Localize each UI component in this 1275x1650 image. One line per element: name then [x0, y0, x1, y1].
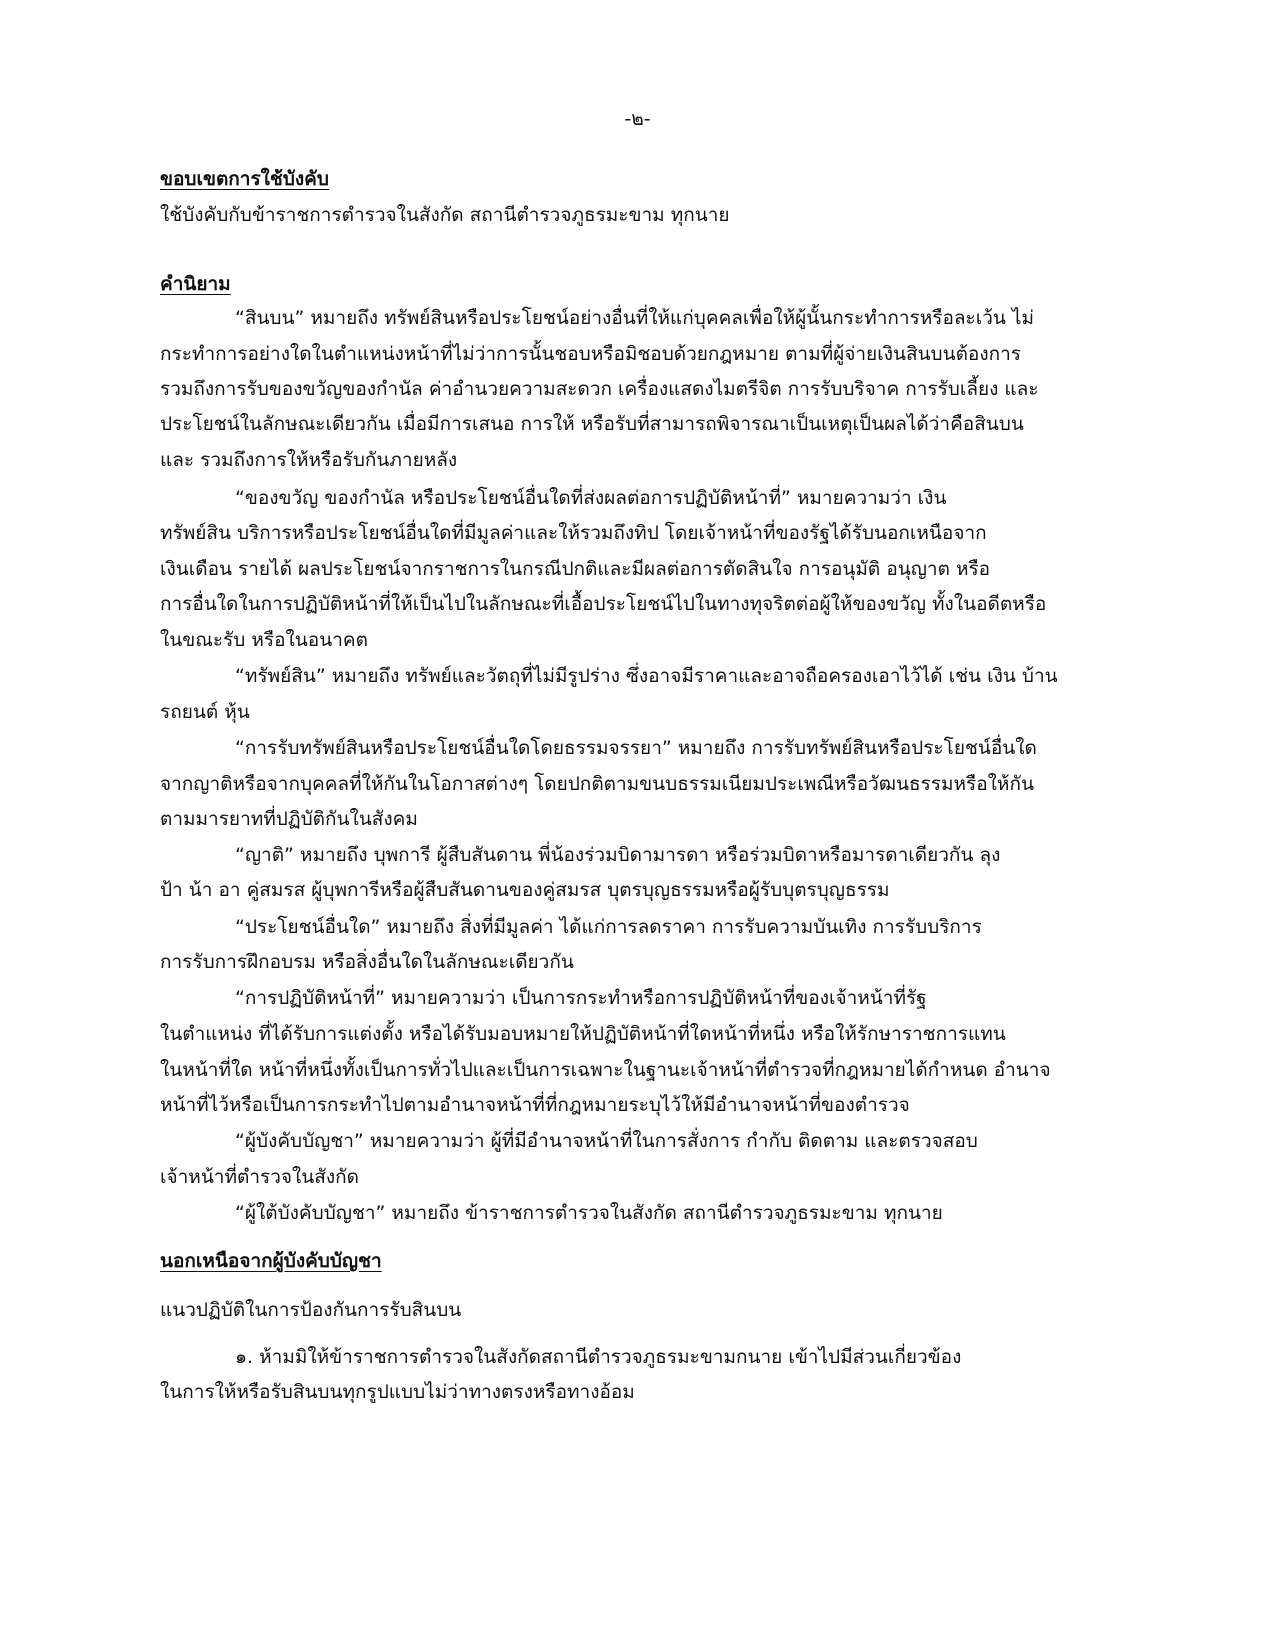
definition-line: ตามมารยาทที่ปฏิบัติกันในสังคม	[160, 808, 418, 830]
definition-line: “การปฏิบัติหน้าที่” หมายความว่า เป็นการกระทำหรือการปฏิบัติหน้าที่ของเจ้าหน้าที่รัฐ	[235, 987, 927, 1009]
definition-line: “ผู้บังคับบัญชา” หมายความว่า ผู้ที่มีอำนาจหน้าที่ในการสั่งการ กำกับ ติดตาม และตรวจสอบ	[235, 1130, 978, 1152]
section3-subheading: แนวปฏิบัติในการป้องกันการรับสินบน	[160, 1299, 462, 1321]
definition-line: “ทรัพย์สิน” หมายถึง ทรัพย์และวัตถุที่ไม่มีรูปร่าง ซึ่งอาจมีราคาและอาจถือครองเอาไว้ได้ เช่น เงิน บ้าน	[235, 665, 1058, 687]
definition-line: รถยนต์ หุ้น	[160, 701, 250, 723]
definition-line: และ รวมถึงการให้หรือรับกันภายหลัง	[160, 449, 458, 471]
definition-line: หน้าที่ไว้หรือเป็นการกระทำไปตามอำนาจหน้าที่ที่กฎหมายระบุไว้ให้มีอำนาจหน้าที่ของตำรวจ	[160, 1094, 910, 1116]
definition-line: การรับการฝึกอบรม หรือสิ่งอื่นใดในลักษณะเดียวกัน	[160, 951, 574, 973]
definition-line: ในหน้าที่ใด หน้าที่หนึ่งทั้งเป็นการทั่วไปและเป็นการเฉพาะในฐานะเจ้าหน้าที่ตำรวจที่กฎหมายได้กำหนด อำนาจ	[160, 1059, 1051, 1081]
definition-line: จากญาติหรือจากบุคคลที่ให้กันในโอกาสต่างๆ โดยปกติตามขนบธรรมเนียมประเพณีหรือวัฒนธรรมหรือให้กัน	[160, 773, 1034, 795]
definitions-heading: คำนิยาม	[160, 273, 231, 295]
definition-line: การอื่นใดในการปฏิบัติหน้าที่ให้เป็นไปในลักษณะที่เอื้อประโยชน์ไปในทางทุจริตต่อผู้ให้ของขวัญ ทั้งในอดีตหรือ	[160, 593, 1047, 615]
definition-line: กระทำการอย่างใดในตำแหน่งหน้าที่ไม่ว่าการนั้นชอบหรือมิชอบด้วยกฎหมาย ตามที่ผู้จ่ายเงินสินบนต้องการ	[160, 343, 1021, 365]
definition-line: เงินเดือน รายได้ ผลประโยชน์จากราชการในกรณีปกติและมีผลต่อการตัดสินใจ การอนุมัติ อนุญาต หรือ	[160, 558, 991, 580]
rule-line: ๑. ห้ามมิให้ข้าราชการตำรวจในสังกัดสถานีตำรวจภูธรมะขามกนาย เข้าไปมีส่วนเกี่ยวข้อง	[235, 1346, 962, 1368]
scope-heading: ขอบเขตการใช้บังคับ	[160, 168, 329, 190]
definition-line: รวมถึงการรับของขวัญของกำนัล ค่าอำนวยความสะดวก เครื่องแสดงไมตรีจิต การรับบริจาค การรับเลี้ยง และ	[160, 378, 1039, 400]
definition-line: “ญาติ” หมายถึง บุพการี ผู้สืบสันดาน พี่น้องร่วมบิดามารดา หรือร่วมบิดาหรือมารดาเดียวกัน ลุง	[235, 844, 1001, 866]
definition-line: “สินบน” หมายถึง ทรัพย์สินหรือประโยชน์อย่างอื่นที่ให้แก่บุคคลเพื่อให้ผู้นั้นกระทำการหรือละเว้น ไม่	[235, 307, 1035, 329]
definition-line: “การรับทรัพย์สินหรือประโยชน์อื่นใดโดยธรรมจรรยา” หมายถึง การรับทรัพย์สินหรือประโยชน์อื่นใด	[235, 737, 1037, 759]
definition-line: “ผู้ใต้บังคับบัญชา” หมายถึง ข้าราชการตำรวจในสังกัด สถานีตำรวจภูธรมะขาม ทุกนาย	[235, 1202, 943, 1224]
definition-line: ในขณะรับ หรือในอนาคต	[160, 629, 368, 651]
section3-heading: นอกเหนือจากผู้บังคับบัญชา	[160, 1250, 382, 1272]
definition-line: ทรัพย์สิน บริการหรือประโยชน์อื่นใดที่มีมูลค่าและให้รวมถึงทิป โดยเจ้าหน้าที่ของรัฐได้รับนอกเหนือจาก	[160, 522, 987, 544]
scope-text: ใช้บังคับกับข้าราชการตำรวจในสังกัด สถานีตำรวจภูธรมะขาม ทุกนาย	[160, 204, 730, 226]
rule-line: ในการให้หรือรับสินบนทุกรูปแบบไม่ว่าทางตรงหรือทางอ้อม	[160, 1381, 635, 1403]
page-number: -๒-	[624, 108, 651, 130]
definition-line: “ของขวัญ ของกำนัล หรือประโยชน์อื่นใดที่ส่งผลต่อการปฏิบัติหน้าที่” หมายความว่า เงิน	[235, 487, 947, 509]
definition-line: ประโยชน์ในลักษณะเดียวกัน เมื่อมีการเสนอ การให้ หรือรับที่สามารถพิจารณาเป็นเหตุเป็นผลได้ว่าคือสินบน	[160, 413, 1024, 435]
definition-line: ในตำแหน่ง ที่ได้รับการแต่งตั้ง หรือได้รับมอบหมายให้ปฏิบัติหน้าที่ใดหน้าที่หนึ่ง หรือให้รักษาราชการแทน	[160, 1023, 1006, 1045]
definition-line: ป้า น้า อา คู่สมรส ผู้บุพการีหรือผู้สืบสันดานของคู่สมรส บุตรบุญธรรมหรือผู้รับบุตรบุญธรรม	[160, 879, 890, 901]
definition-line: “ประโยชน์อื่นใด” หมายถึง สิ่งที่มีมูลค่า ได้แก่การลดราคา การรับความบันเทิง การรับบริการ	[235, 916, 982, 938]
definition-line: เจ้าหน้าที่ตำรวจในสังกัด	[160, 1166, 359, 1188]
